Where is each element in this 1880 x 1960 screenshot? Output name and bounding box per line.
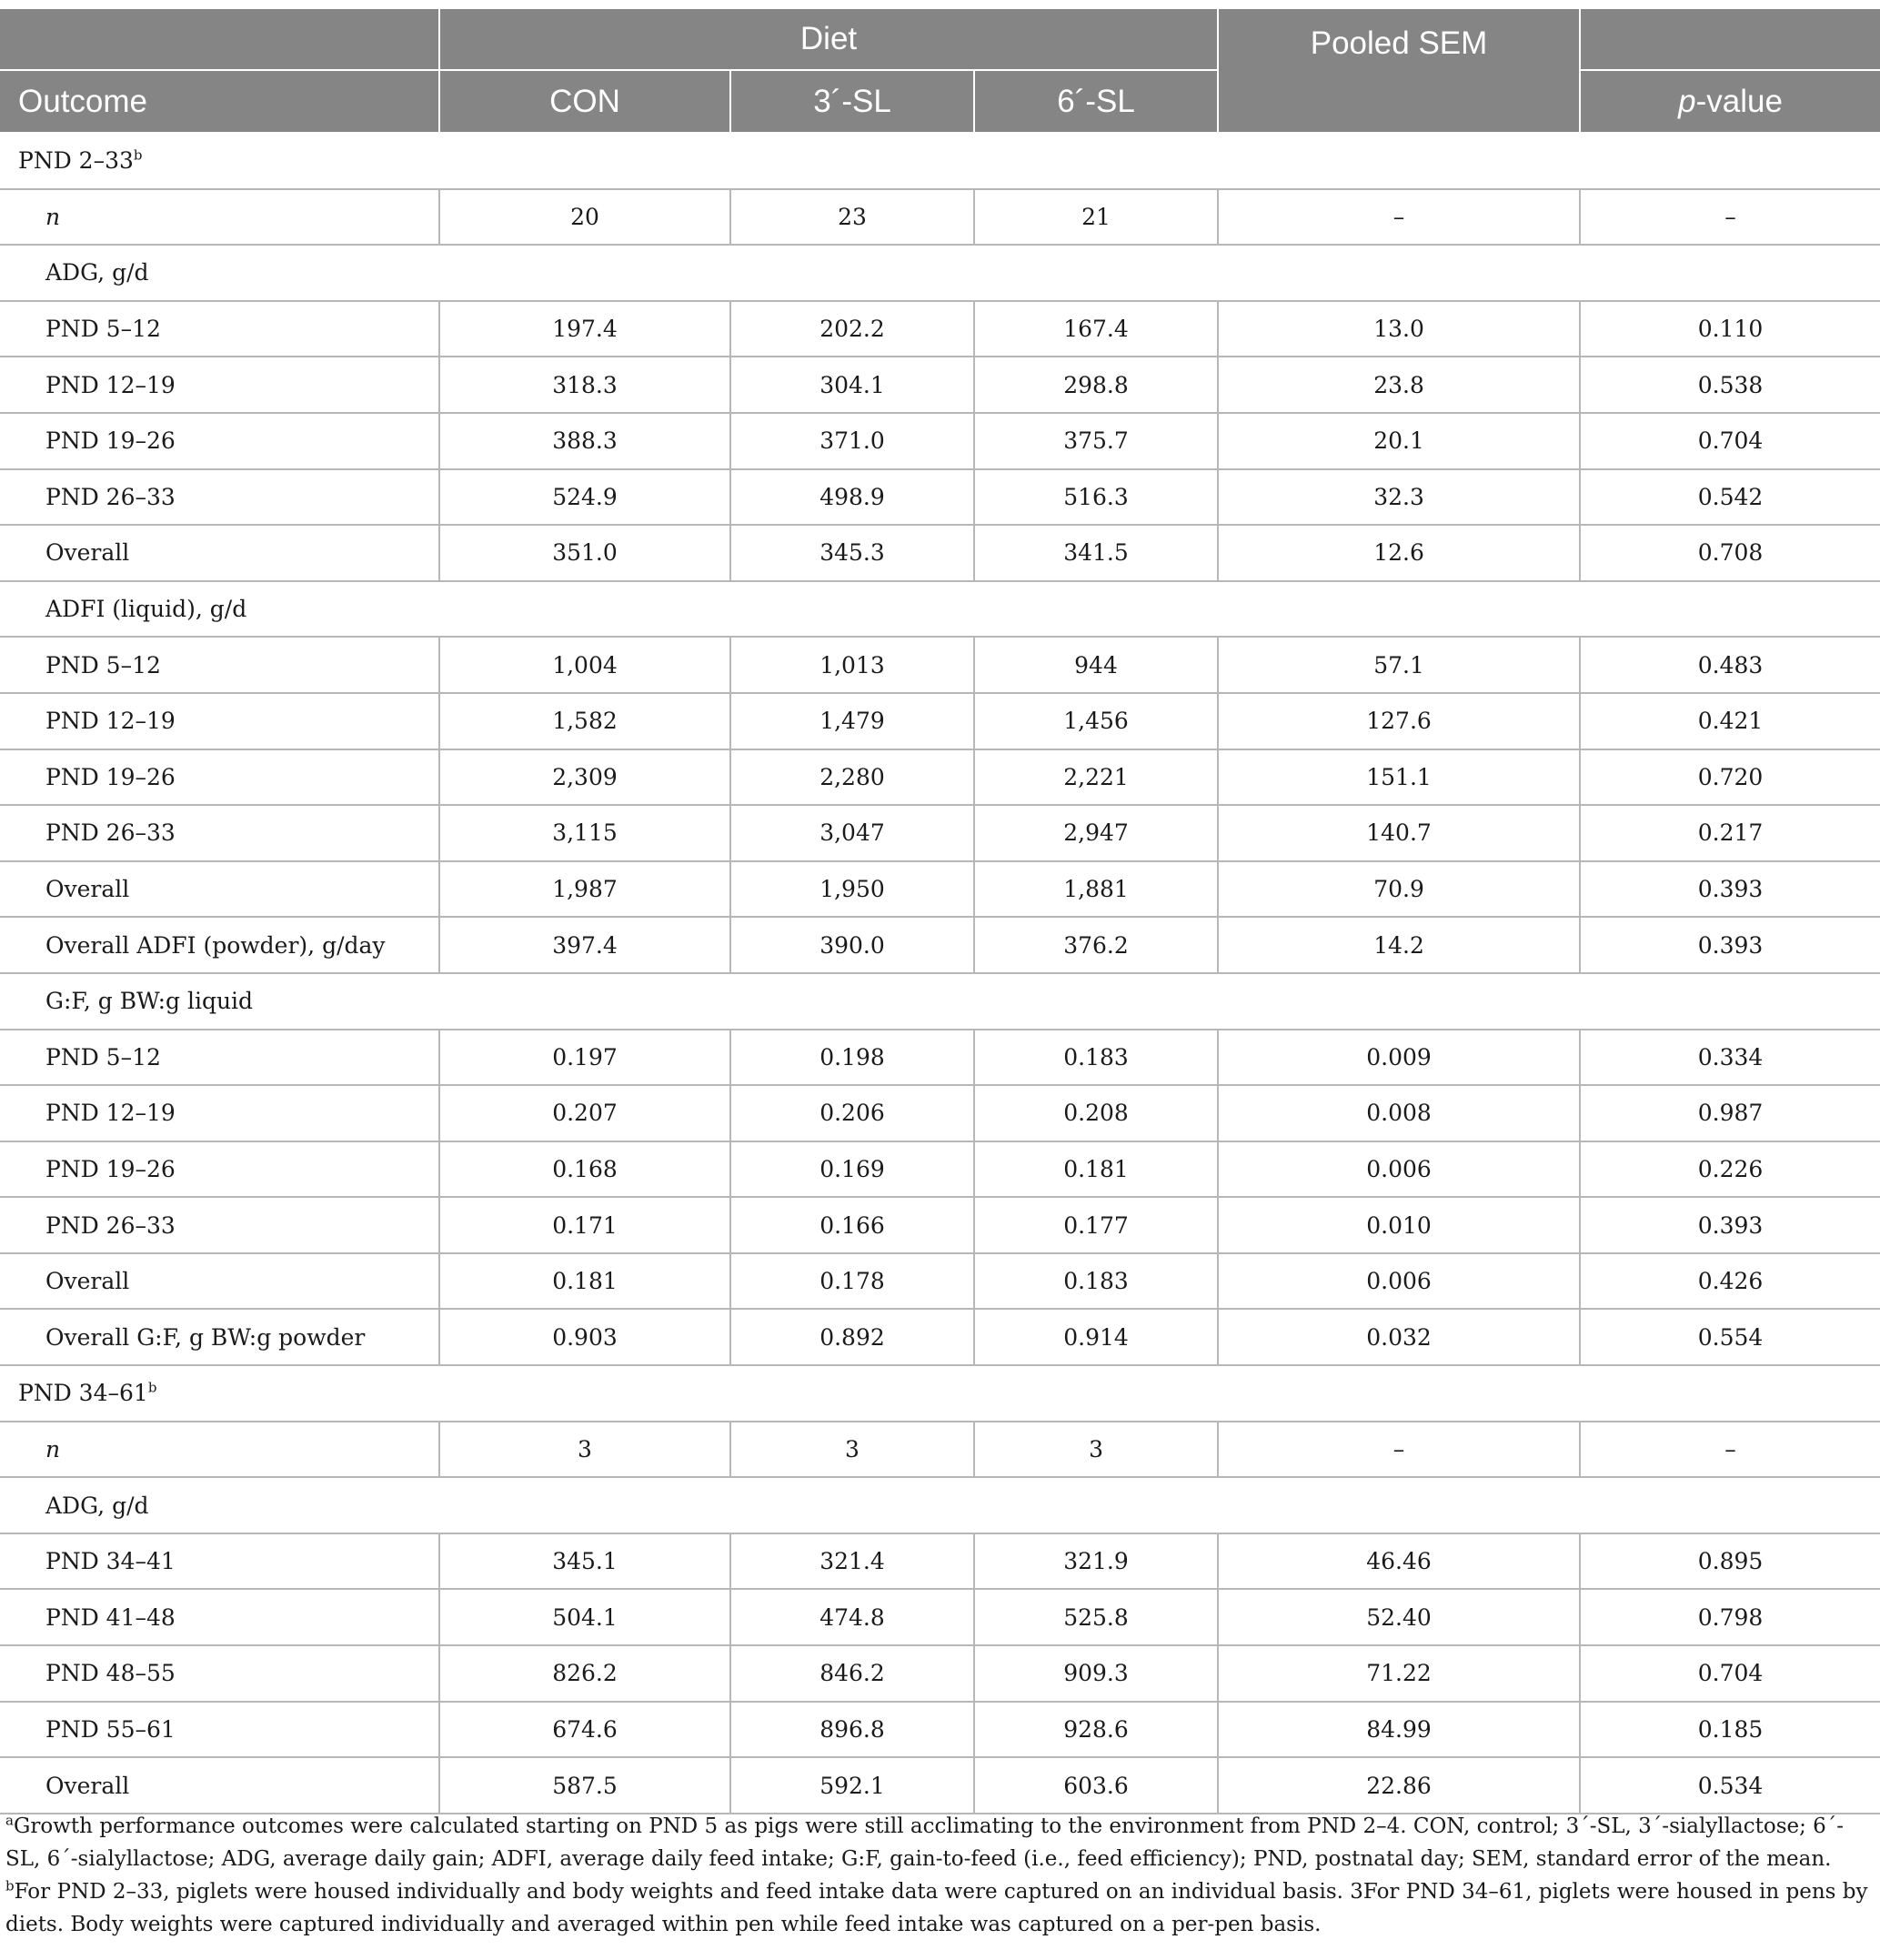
footnote-text: For PND 2–33, piglets were housed individually and body weights and feed intake data were captured on an individual basis. 3For PND 34–61, piglets were housed in pens by diets. Body weights were captured individually and averaged within pen while feed intake was captured on a per-pen basis. <box>5 1880 1868 1936</box>
group-row <box>0 1477 1880 1533</box>
row-value: 0.987 <box>1580 1085 1880 1141</box>
row-label: PND 12–19 <box>0 357 439 413</box>
row-value: 345.1 <box>439 1533 730 1590</box>
row-value: 341.5 <box>974 525 1218 581</box>
row-value: 0.538 <box>1580 357 1880 413</box>
row-value: 298.8 <box>974 357 1218 413</box>
table-row <box>0 1253 1880 1310</box>
row-value: 46.46 <box>1218 1533 1580 1590</box>
table-row <box>0 1645 1880 1702</box>
row-value: 0.393 <box>1580 861 1880 918</box>
table-row <box>0 1141 1880 1198</box>
row-value: 57.1 <box>1218 637 1580 693</box>
n-row <box>0 189 1880 246</box>
row-value: 1,950 <box>730 861 974 918</box>
row-value: 1,479 <box>730 693 974 749</box>
pvalue-header <box>1580 70 1880 133</box>
n-row <box>0 1422 1880 1478</box>
footnote-marker: b <box>147 1380 157 1397</box>
diet-header: Diet <box>439 9 1218 70</box>
row-value: 0.006 <box>1218 1141 1580 1198</box>
pvalue-italic: p <box>1678 83 1696 119</box>
row-value: 390.0 <box>730 917 974 973</box>
row-value: 23.8 <box>1218 357 1580 413</box>
footnote-text: Growth performance outcomes were calculated starting on PND 5 as pigs were still acclimating to the environment from PND 2–4. CON, control; 3´-SL, 3´-sialyllactose; 6´-SL, 6´-sialyllactose; ADG, average daily gain; ADFI, average daily feed intake; G:F, gain-to-feed (i.e., feed efficiency); PND, postnatal day; SEM, standard error of the mean. <box>5 1814 1845 1871</box>
pvalue-rest: -value <box>1695 83 1783 119</box>
group-row <box>0 973 1880 1030</box>
table-row <box>0 861 1880 918</box>
growth-performance-table <box>0 9 1880 1814</box>
section-title <box>0 1365 1880 1422</box>
row-label: PND 5–12 <box>0 637 439 693</box>
table-row <box>0 749 1880 806</box>
table-row <box>0 1589 1880 1645</box>
n-label: n <box>0 1422 439 1478</box>
row-value: 0.169 <box>730 1141 974 1198</box>
table-row <box>0 637 1880 693</box>
table-row <box>0 1757 1880 1814</box>
row-value: 140.7 <box>1218 805 1580 861</box>
row-value: 375.7 <box>974 413 1218 469</box>
row-value: 345.3 <box>730 525 974 581</box>
row-value: 0.177 <box>974 1197 1218 1253</box>
row-value: 71.22 <box>1218 1645 1580 1702</box>
6sl-header: 6´-SL <box>974 70 1218 133</box>
row-value: 0.534 <box>1580 1757 1880 1814</box>
row-value: 1,013 <box>730 637 974 693</box>
section-row <box>0 133 1880 189</box>
row-value: 0.181 <box>439 1253 730 1310</box>
row-value: 22.86 <box>1218 1757 1580 1814</box>
section-row <box>0 1365 1880 1422</box>
row-value: 0.008 <box>1218 1085 1580 1141</box>
row-value: 0.178 <box>730 1253 974 1310</box>
row-value: 498.9 <box>730 469 974 526</box>
row-value: 0.704 <box>1580 413 1880 469</box>
table-row <box>0 1030 1880 1086</box>
n-value: – <box>1580 1422 1880 1478</box>
row-value: 0.183 <box>974 1253 1218 1310</box>
n-value: 23 <box>730 189 974 246</box>
table-header <box>0 9 1880 133</box>
table-row <box>0 1085 1880 1141</box>
row-label: PND 19–26 <box>0 1141 439 1198</box>
n-value: – <box>1218 189 1580 246</box>
row-value: 0.892 <box>730 1309 974 1365</box>
row-value: 1,881 <box>974 861 1218 918</box>
row-label: PND 34–41 <box>0 1533 439 1590</box>
row-value: 0.798 <box>1580 1589 1880 1645</box>
row-value: 587.5 <box>439 1757 730 1814</box>
row-value: 0.334 <box>1580 1030 1880 1086</box>
row-value: 1,456 <box>974 693 1218 749</box>
row-value: 592.1 <box>730 1757 974 1814</box>
row-value: 525.8 <box>974 1589 1218 1645</box>
row-value: 516.3 <box>974 469 1218 526</box>
footnote <box>5 1810 1870 1875</box>
row-value: 321.9 <box>974 1533 1218 1590</box>
row-label: PND 26–33 <box>0 805 439 861</box>
footnote-marker: b <box>5 1877 15 1895</box>
row-value: 0.010 <box>1218 1197 1580 1253</box>
row-value: 371.0 <box>730 413 974 469</box>
row-label: Overall ADFI (powder), g/day <box>0 917 439 973</box>
row-value: 0.895 <box>1580 1533 1880 1590</box>
row-value: 0.206 <box>730 1085 974 1141</box>
row-value: 0.183 <box>974 1030 1218 1086</box>
row-value: 0.207 <box>439 1085 730 1141</box>
row-label: PND 55–61 <box>0 1702 439 1758</box>
row-value: 321.4 <box>730 1533 974 1590</box>
row-value: 524.9 <box>439 469 730 526</box>
con-header: CON <box>439 70 730 133</box>
row-label: Overall <box>0 861 439 918</box>
row-value: 0.168 <box>439 1141 730 1198</box>
n-value: 20 <box>439 189 730 246</box>
row-value: 0.393 <box>1580 917 1880 973</box>
row-value: 13.0 <box>1218 301 1580 357</box>
row-value: 127.6 <box>1218 693 1580 749</box>
row-value: 0.426 <box>1580 1253 1880 1310</box>
row-value: 0.006 <box>1218 1253 1580 1310</box>
row-value: 0.914 <box>974 1309 1218 1365</box>
row-value: 1,582 <box>439 693 730 749</box>
row-value: 3,115 <box>439 805 730 861</box>
row-value: 167.4 <box>974 301 1218 357</box>
row-value: 0.554 <box>1580 1309 1880 1365</box>
row-value: 0.903 <box>439 1309 730 1365</box>
row-value: 928.6 <box>974 1702 1218 1758</box>
row-value: 603.6 <box>974 1757 1218 1814</box>
row-value: 0.542 <box>1580 469 1880 526</box>
row-value: 0.032 <box>1218 1309 1580 1365</box>
row-value: 3,047 <box>730 805 974 861</box>
table-row <box>0 1533 1880 1590</box>
table-row <box>0 1309 1880 1365</box>
row-value: 909.3 <box>974 1645 1218 1702</box>
row-value: 0.110 <box>1580 301 1880 357</box>
row-value: 0.421 <box>1580 693 1880 749</box>
row-value: 846.2 <box>730 1645 974 1702</box>
table-row <box>0 693 1880 749</box>
footnote <box>5 1875 1870 1941</box>
row-value: 197.4 <box>439 301 730 357</box>
row-value: 2,947 <box>974 805 1218 861</box>
row-value: 0.708 <box>1580 525 1880 581</box>
group-title: ADFI (liquid), g/d <box>0 581 1880 638</box>
row-label: Overall <box>0 1253 439 1310</box>
row-label: PND 26–33 <box>0 1197 439 1253</box>
section-title-text: PND 2–33 <box>18 147 134 175</box>
n-value: – <box>1218 1422 1580 1478</box>
n-label: n <box>0 189 439 246</box>
group-title: ADG, g/d <box>0 1477 1880 1533</box>
n-value: – <box>1580 189 1880 246</box>
n-value: 21 <box>974 189 1218 246</box>
footnote-marker: a <box>5 1812 14 1829</box>
row-value: 1,004 <box>439 637 730 693</box>
outcome-header: Outcome <box>0 70 439 133</box>
row-value: 0.720 <box>1580 749 1880 806</box>
footnote-marker: b <box>133 146 143 164</box>
row-value: 70.9 <box>1218 861 1580 918</box>
row-value: 202.2 <box>730 301 974 357</box>
row-label: PND 12–19 <box>0 693 439 749</box>
row-value: 944 <box>974 637 1218 693</box>
table-body <box>0 133 1880 1814</box>
footnotes <box>5 1810 1870 1941</box>
row-value: 474.8 <box>730 1589 974 1645</box>
row-value: 151.1 <box>1218 749 1580 806</box>
row-value: 0.198 <box>730 1030 974 1086</box>
row-value: 504.1 <box>439 1589 730 1645</box>
section-title-text: PND 34–61 <box>18 1380 148 1407</box>
row-value: 20.1 <box>1218 413 1580 469</box>
row-value: 351.0 <box>439 525 730 581</box>
section-title <box>0 133 1880 189</box>
row-label: PND 5–12 <box>0 301 439 357</box>
row-value: 14.2 <box>1218 917 1580 973</box>
row-value: 376.2 <box>974 917 1218 973</box>
table-row <box>0 469 1880 526</box>
row-value: 0.483 <box>1580 637 1880 693</box>
row-label: PND 48–55 <box>0 1645 439 1702</box>
row-label: PND 19–26 <box>0 749 439 806</box>
row-value: 304.1 <box>730 357 974 413</box>
row-label: PND 5–12 <box>0 1030 439 1086</box>
header-blank-cell <box>0 9 439 70</box>
row-label: Overall G:F, g BW:g powder <box>0 1309 439 1365</box>
row-value: 2,280 <box>730 749 974 806</box>
row-value: 674.6 <box>439 1702 730 1758</box>
row-value: 896.8 <box>730 1702 974 1758</box>
n-value: 3 <box>730 1422 974 1478</box>
table-row <box>0 1197 1880 1253</box>
row-value: 388.3 <box>439 413 730 469</box>
row-value: 0.704 <box>1580 1645 1880 1702</box>
row-value: 2,221 <box>974 749 1218 806</box>
table-row <box>0 413 1880 469</box>
row-value: 318.3 <box>439 357 730 413</box>
row-value: 0.171 <box>439 1197 730 1253</box>
row-value: 52.40 <box>1218 1589 1580 1645</box>
row-value: 0.393 <box>1580 1197 1880 1253</box>
group-row <box>0 245 1880 301</box>
table-row <box>0 805 1880 861</box>
n-value: 3 <box>439 1422 730 1478</box>
table-row <box>0 525 1880 581</box>
row-label: PND 41–48 <box>0 1589 439 1645</box>
row-value: 397.4 <box>439 917 730 973</box>
row-value: 0.009 <box>1218 1030 1580 1086</box>
row-label: Overall <box>0 1757 439 1814</box>
group-row <box>0 581 1880 638</box>
row-value: 0.208 <box>974 1085 1218 1141</box>
row-value: 1,987 <box>439 861 730 918</box>
row-label: PND 19–26 <box>0 413 439 469</box>
row-label: Overall <box>0 525 439 581</box>
table-row <box>0 917 1880 973</box>
group-title: G:F, g BW:g liquid <box>0 973 1880 1030</box>
row-value: 32.3 <box>1218 469 1580 526</box>
row-value: 0.185 <box>1580 1702 1880 1758</box>
table-row <box>0 1702 1880 1758</box>
row-value: 0.226 <box>1580 1141 1880 1198</box>
table-row <box>0 301 1880 357</box>
3sl-header: 3´-SL <box>730 70 974 133</box>
row-value: 0.197 <box>439 1030 730 1086</box>
row-value: 2,309 <box>439 749 730 806</box>
table-row <box>0 357 1880 413</box>
row-value: 0.166 <box>730 1197 974 1253</box>
n-value: 3 <box>974 1422 1218 1478</box>
row-value: 826.2 <box>439 1645 730 1702</box>
pooled-sem-header: Pooled SEM <box>1218 9 1580 133</box>
row-label: PND 26–33 <box>0 469 439 526</box>
row-label: PND 12–19 <box>0 1085 439 1141</box>
row-value: 0.217 <box>1580 805 1880 861</box>
row-value: 0.181 <box>974 1141 1218 1198</box>
header-blank-cell <box>1580 9 1880 70</box>
row-value: 12.6 <box>1218 525 1580 581</box>
row-value: 84.99 <box>1218 1702 1580 1758</box>
group-title: ADG, g/d <box>0 245 1880 301</box>
